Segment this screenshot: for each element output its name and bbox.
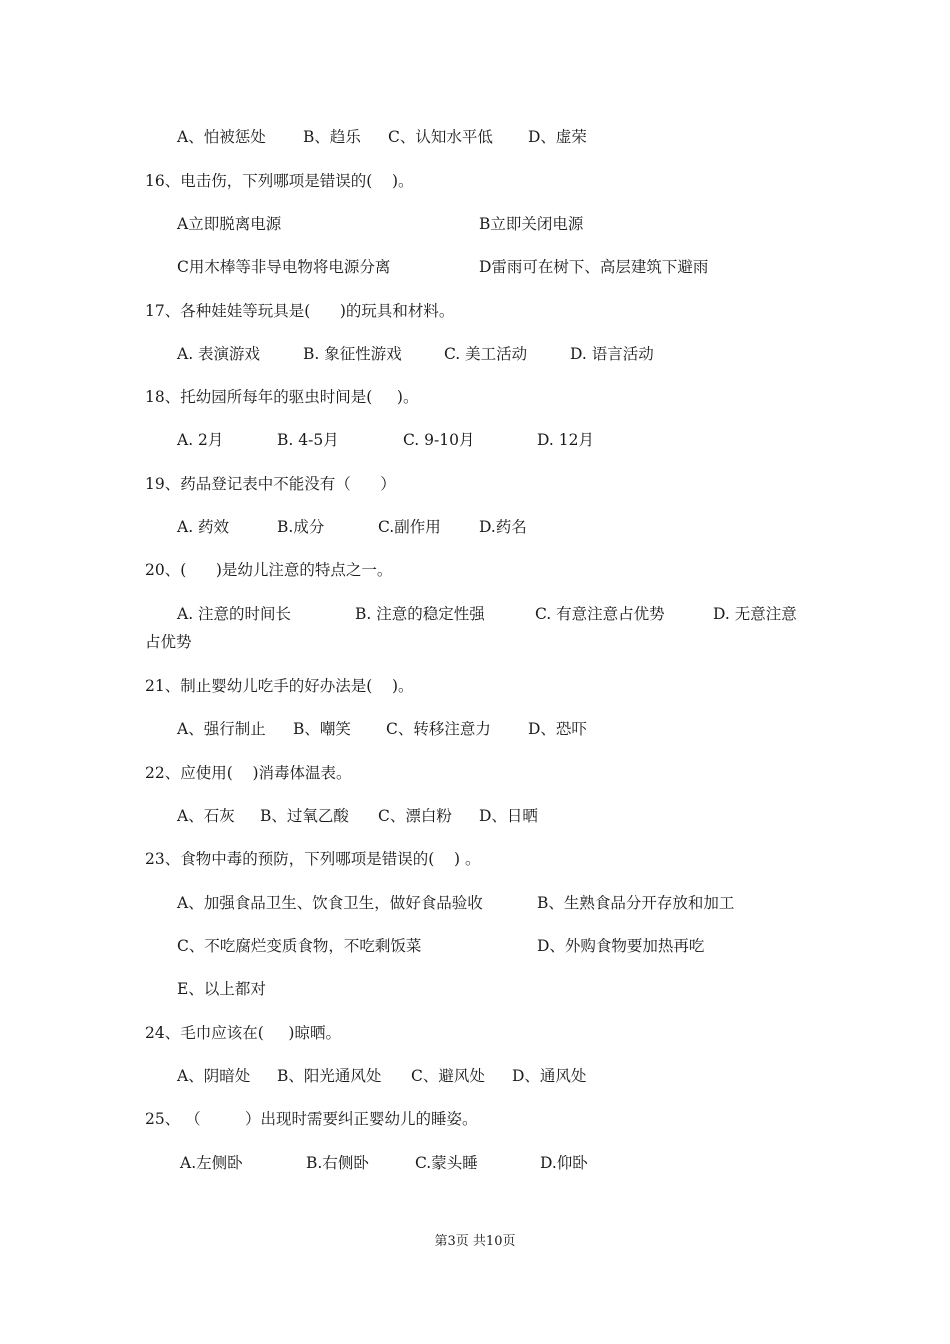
q25-stem: 25、 （ ）出现时需要纠正婴幼儿的睡姿。	[145, 1110, 478, 1128]
q25-option-d: D.仰卧	[540, 1154, 588, 1172]
q16-option-b: B立即关闭电源	[479, 215, 584, 233]
q21-option-a: A、强行制止	[177, 720, 266, 738]
q16-stem: 16、电击伤，下列哪项是错误的( )。	[145, 172, 414, 190]
q24-stem: 24、毛巾应该在( )晾晒。	[145, 1024, 341, 1042]
q22-option-b: B、过氧乙酸	[260, 807, 349, 825]
q17-stem: 17、各种娃娃等玩具是( )的玩具和材料。	[145, 302, 455, 320]
q17-option-d: D. 语言活动	[570, 345, 654, 363]
q22-option-d: D、日晒	[479, 807, 538, 825]
q24-option-d: D、通风处	[512, 1067, 587, 1085]
q19-stem: 19、药品登记表中不能没有（ ）	[145, 475, 396, 493]
q20-option-d: D. 无意注意	[713, 605, 797, 623]
q23-option-e: E、以上都对	[177, 980, 266, 998]
q22-option-c: C、漂白粉	[378, 807, 452, 825]
q23-option-a: A、加强食品卫生、饮食卫生，做好食品验收	[177, 894, 483, 912]
q16-option-a: A立即脱离电源	[177, 215, 282, 233]
q18-option-b: B. 4-5月	[277, 431, 339, 449]
q15-option-b: B、趋乐	[303, 128, 361, 146]
q24-option-a: A、阴暗处	[177, 1067, 251, 1085]
q19-option-c: C.副作用	[378, 518, 441, 536]
q19-option-b: B.成分	[277, 518, 325, 536]
q21-option-d: D、恐吓	[528, 720, 587, 738]
q19-option-d: D.药名	[479, 518, 527, 536]
q18-option-d: D. 12月	[537, 431, 594, 449]
q20-option-a: A. 注意的时间长	[177, 605, 292, 623]
q23-option-b: B、生熟食品分开存放和加工	[537, 894, 735, 912]
q25-option-a: A.左侧卧	[180, 1154, 243, 1172]
q23-stem: 23、食物中毒的预防，下列哪项是错误的( ) 。	[145, 850, 481, 868]
q25-option-c: C.蒙头睡	[415, 1154, 478, 1172]
q24-option-c: C、避风处	[411, 1067, 485, 1085]
q15-option-d: D、虚荣	[528, 128, 587, 146]
q16-option-c: C用木棒等非导电物将电源分离	[177, 258, 391, 276]
q23-option-c: C、不吃腐烂变质食物，不吃剩饭菜	[177, 937, 422, 955]
q20-option-b: B. 注意的稳定性强	[355, 605, 485, 623]
q21-option-c: C、转移注意力	[386, 720, 491, 738]
q18-option-c: C. 9-10月	[403, 431, 475, 449]
page-footer: 第3页 共10页	[434, 1234, 516, 1249]
q15-option-c: C、认知水平低	[388, 128, 493, 146]
q19-option-a: A. 药效	[177, 518, 230, 536]
q21-stem: 21、制止婴幼儿吃手的好办法是( )。	[145, 677, 414, 695]
q20-option-d-continuation: 占优势	[145, 633, 192, 651]
q25-option-b: B.右侧卧	[306, 1154, 369, 1172]
q18-stem: 18、托幼园所每年的驱虫时间是( )。	[145, 388, 419, 406]
q21-option-b: B、嘲笑	[293, 720, 351, 738]
q16-option-d: D雷雨可在树下、高层建筑下避雨	[479, 258, 709, 276]
q20-stem: 20、( )是幼儿注意的特点之一。	[145, 561, 393, 579]
q24-option-b: B、阳光通风处	[277, 1067, 382, 1085]
q20-option-c: C. 有意注意占优势	[535, 605, 665, 623]
q17-option-a: A. 表演游戏	[177, 345, 261, 363]
q22-option-a: A、石灰	[177, 807, 235, 825]
q15-option-a: A、怕被惩处	[177, 128, 266, 146]
q18-option-a: A. 2月	[177, 431, 224, 449]
q17-option-c: C. 美工活动	[444, 345, 528, 363]
q22-stem: 22、应使用( )消毒体温表。	[145, 764, 352, 782]
q17-option-b: B. 象征性游戏	[303, 345, 402, 363]
q23-option-d: D、外购食物要加热再吃	[537, 937, 705, 955]
